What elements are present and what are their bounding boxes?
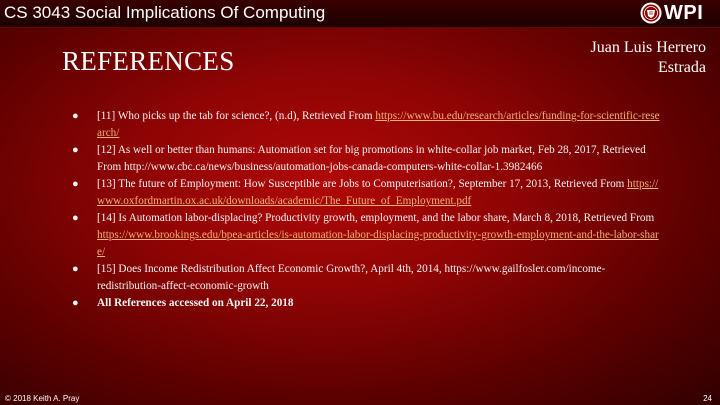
accessed-note: All References accessed on April 22, 2018 bbox=[97, 297, 294, 309]
top-bar bbox=[0, 0, 720, 28]
wpi-seal-icon bbox=[640, 2, 662, 24]
wpi-logo bbox=[640, 2, 718, 26]
bullet-icon: ● bbox=[72, 178, 79, 190]
bullet-icon: ● bbox=[72, 144, 79, 156]
reference-link[interactable]: https://www.oxfordmartin.ox.ac.uk/downloads/academic/The_Future_of_Employment.pdf bbox=[97, 178, 659, 207]
page-number: 24 bbox=[703, 394, 712, 403]
wpi-logo-text: WPI bbox=[664, 2, 704, 24]
reference-text: [14] Is Automation labor-displacing? Productivity growth, employment, and the labor share, March 8, 2018, Retrieved From bbox=[97, 212, 655, 224]
reference-text: [12] As well or better than humans: Automation set for big promotions in white-collar job market, Feb 28, 2017, Retrieved From http://www.cbc.ca/news/business/automation-jobs-canada-computers-white-collar-1.3982466 bbox=[97, 144, 646, 173]
slide-title: REFERENCES bbox=[62, 46, 235, 76]
reference-item bbox=[72, 142, 662, 176]
reference-item bbox=[72, 210, 662, 261]
reference-link[interactable]: https://www.bu.edu/research/articles/funding-for-scientific-research/ bbox=[97, 110, 660, 139]
reference-item bbox=[72, 108, 662, 142]
reference-list bbox=[72, 108, 662, 312]
copyright-footer: © 2018 Keith A. Pray bbox=[5, 394, 80, 403]
author-name bbox=[590, 38, 706, 78]
bullet-icon: ● bbox=[72, 110, 79, 122]
reference-link[interactable]: https://www.brookings.edu/bpea-articles/is-automation-labor-displacing-productivity-growth-employment-and-the-labor-share/ bbox=[97, 229, 659, 258]
reference-text: [13] The future of Employment: How Susceptible are Jobs to Computerisation?, September 17, 2013, Retrieved From bbox=[97, 178, 628, 190]
reference-item bbox=[72, 176, 662, 210]
reference-text: [15] Does Income Redistribution Affect Economic Growth?, April 4th, 2014, https://www.gailfosler.com/income-redistribution-affect-economic-growth bbox=[97, 263, 606, 292]
reference-item bbox=[72, 261, 662, 295]
bullet-icon: ● bbox=[72, 263, 79, 275]
reference-item bbox=[72, 295, 662, 312]
author-line-1: Juan Luis Herrero bbox=[590, 39, 706, 56]
reference-text: [11] Who picks up the tab for science?, (n.d), Retrieved From bbox=[97, 110, 376, 122]
bullet-icon: ● bbox=[72, 212, 79, 224]
course-title: CS 3043 Social Implications Of Computing bbox=[4, 3, 326, 22]
bullet-icon: ● bbox=[72, 297, 79, 309]
author-line-2: Estrada bbox=[658, 59, 706, 76]
